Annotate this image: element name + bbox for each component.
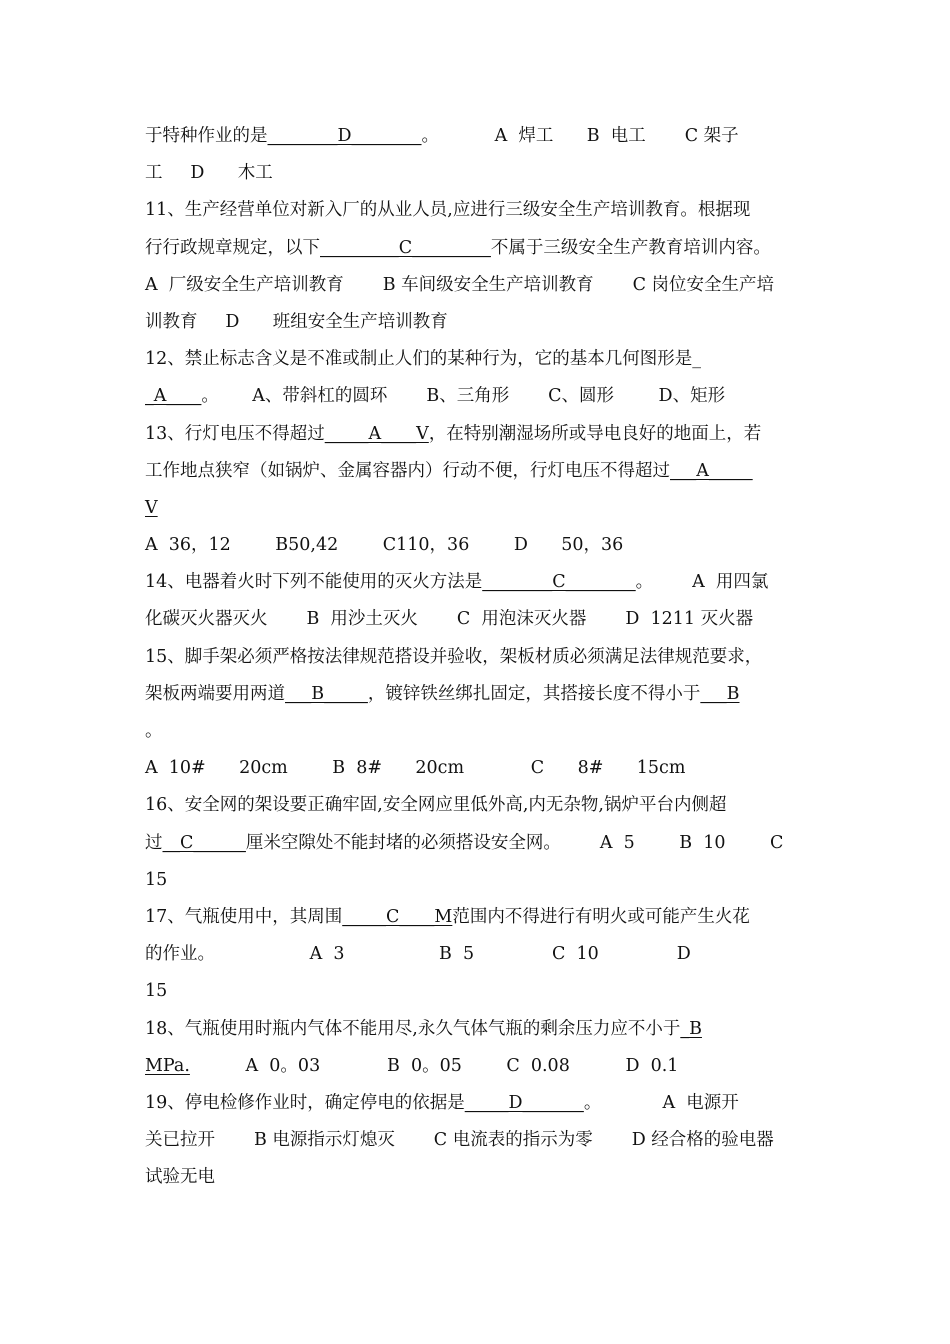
text: 11、生产经营单位对新入厂的从业人员,应进行三级安全生产培训教育。根据现 xyxy=(145,200,751,221)
text: A 36，12 B50,42 C110，36 D 50，36 xyxy=(145,535,624,556)
text-line xyxy=(145,155,807,192)
text: 16、安全网的架设要正确牢固,安全网应里低外高,内无杂物,锅炉平台内侧超 xyxy=(145,795,727,816)
answer-blank: _____D_______ xyxy=(464,1092,584,1113)
text: 13、行灯电压不得超过 xyxy=(145,423,325,444)
question-13 xyxy=(145,416,807,453)
options-line xyxy=(145,750,807,787)
text: 15、脚手架必须严格按法律规范搭设并验收，架板材质必须满足法律规范要求， xyxy=(145,646,763,667)
answer-blank: _B xyxy=(680,1018,702,1039)
text-line xyxy=(145,825,807,862)
answer-blank: _____A____V xyxy=(324,423,429,444)
options-line xyxy=(145,527,807,564)
question-15 xyxy=(145,639,807,676)
text: 。 A 电源开 xyxy=(583,1092,739,1113)
options-line xyxy=(145,1122,807,1159)
text-line xyxy=(145,713,807,750)
text: 15 xyxy=(145,869,168,890)
answer-blank: ___A_____ xyxy=(670,460,753,481)
answer-blank: _A____ xyxy=(145,386,202,407)
text: ，在特别潮湿场所或导电良好的地面上，若 xyxy=(428,423,762,444)
question-16 xyxy=(145,787,807,824)
question-19 xyxy=(145,1085,807,1122)
question-18 xyxy=(145,1011,807,1048)
text: 。 A 用四氯 xyxy=(635,572,769,593)
options-line xyxy=(145,601,807,638)
text: 训教育 D 班组安全生产培训教育 xyxy=(145,311,448,332)
question-14 xyxy=(145,564,807,601)
text: 。 xyxy=(145,721,163,741)
text: 工 D 木工 xyxy=(145,163,273,184)
text-line xyxy=(145,676,807,713)
answer-blank: ________C________ xyxy=(482,572,636,593)
text: 关已拉开 B 电源指示灯熄灭 C 电流表的指示为零 D 经合格的验电器 xyxy=(145,1130,774,1151)
options-line xyxy=(145,267,807,304)
document-page xyxy=(145,118,807,1196)
answer-blank: _________C_________ xyxy=(320,237,491,258)
text-line xyxy=(145,862,807,899)
text: 。 A、带斜杠的圆环 B、三角形 C、圆形 D、矩形 xyxy=(201,386,726,407)
answer-blank: ___B xyxy=(700,683,740,704)
answer-blank: ________D________ xyxy=(267,126,422,146)
text: 12、禁止标志含义是不准或制止人们的某种行为，它的基本几何图形是_ xyxy=(145,349,702,370)
text-line xyxy=(145,118,807,155)
options-line xyxy=(145,304,807,341)
answer-blank: ___B_____ xyxy=(285,683,368,704)
text: 厘米空隙处不能封堵的必须搭设安全网。 A 5 B 10 C xyxy=(245,832,784,853)
text: A 10# 20cm B 8# 20cm C 8# 15cm xyxy=(145,758,686,779)
answer-blank: _____C____M xyxy=(342,906,453,927)
text: 过 xyxy=(145,832,163,853)
answer-blank: MPa. xyxy=(145,1055,190,1076)
options-line xyxy=(145,378,807,415)
answer-blank: __C______ xyxy=(162,832,246,853)
text: 行行政规章规定，以下 xyxy=(145,237,320,258)
text-line xyxy=(145,453,807,490)
text: 不属于三级安全生产教育培训内容。 xyxy=(490,237,771,258)
text: 17、气瓶使用中，其周围 xyxy=(145,906,343,927)
text: 15 xyxy=(145,981,168,1002)
text: 架板两端要用两道 xyxy=(145,683,285,704)
text: ，镀锌铁丝绑扎固定，其搭接长度不得小于 xyxy=(367,683,701,704)
answer-blank: V xyxy=(145,497,158,518)
options-line xyxy=(145,936,807,973)
question-12 xyxy=(145,341,807,378)
text-line xyxy=(145,1159,807,1196)
text: A 厂级安全生产培训教育 B 车间级安全生产培训教育 C 岗位安全生产培 xyxy=(145,274,775,295)
text: 化碳灭火器灭火 B 用沙土灭火 C 用泡沫灭火器 D 1211 灭火器 xyxy=(145,609,754,630)
text-line xyxy=(145,230,807,267)
text: 试验无电 xyxy=(145,1167,215,1188)
text: 18、气瓶使用时瓶内气体不能用尽,永久气体气瓶的剩余压力应不小于 xyxy=(145,1018,681,1039)
text-line xyxy=(145,490,807,527)
text: 的作业。 A 3 B 5 C 10 D xyxy=(145,944,691,965)
text-line xyxy=(145,973,807,1010)
question-17 xyxy=(145,899,807,936)
text: 19、停电检修作业时，确定停电的依据是 xyxy=(145,1092,465,1113)
text: 14、电器着火时下列不能使用的灭火方法是 xyxy=(145,572,483,593)
text: A 0。03 B 0。05 C 0.08 D 0.1 xyxy=(189,1055,679,1076)
options-line xyxy=(145,1048,807,1085)
text: 于特种作业的是 xyxy=(145,126,268,146)
question-11 xyxy=(145,192,807,229)
text: 工作地点狭窄（如锅炉、金属容器内）行动不便，行灯电压不得超过 xyxy=(145,460,670,481)
text: 范围内不得进行有明火或可能产生火花 xyxy=(452,906,750,927)
text: 。 A 焊工 B 电工 C 架子 xyxy=(421,126,739,146)
